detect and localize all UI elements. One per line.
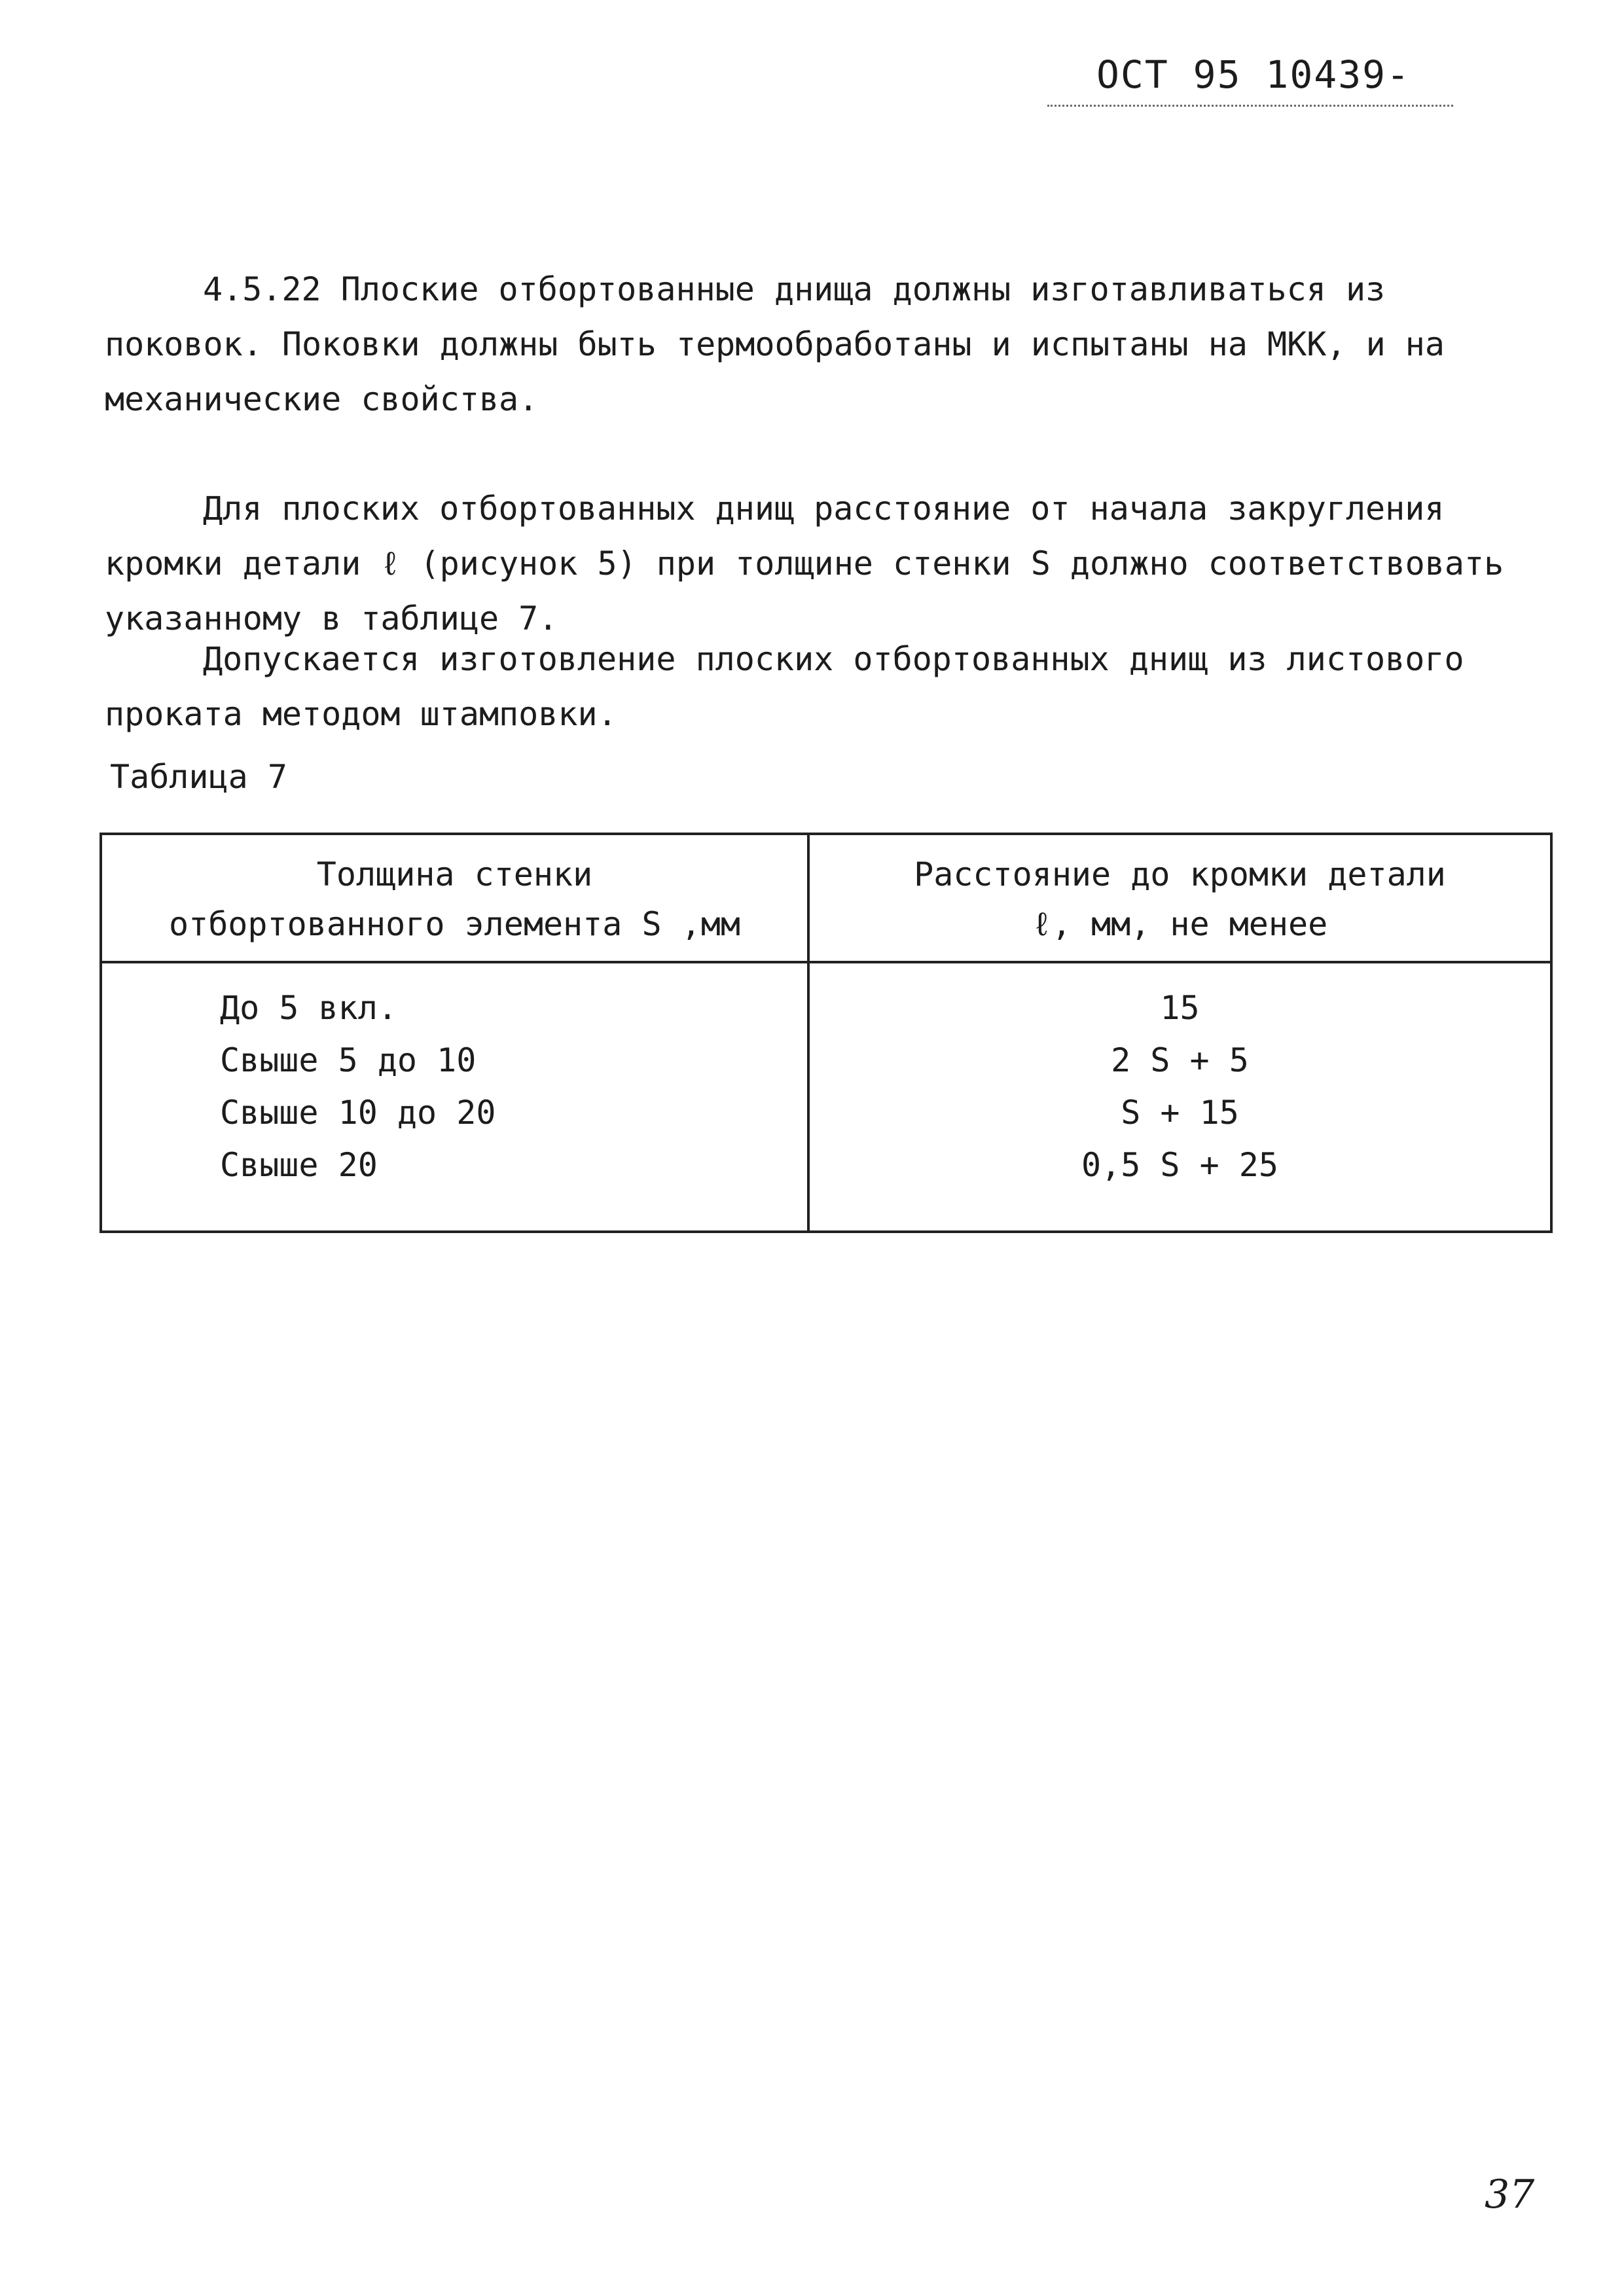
header-line: Расстояние до кромки детали <box>914 855 1446 893</box>
header-divider <box>102 961 1550 963</box>
table-cell: Свыше 5 до 10 <box>220 1041 477 1079</box>
table-cell: 15 <box>1160 989 1200 1027</box>
paragraph-text: 4.5.22 Плоские отбортованные днища должны изготавливаться из поковок. Поковки должны быть термообработаны и испытаны на МКК, и на механические свойства. <box>105 270 1445 418</box>
table-caption: Таблица 7 <box>110 758 287 796</box>
header-line: Толщина стенки <box>316 855 593 893</box>
thickness-column <box>220 982 796 1191</box>
column-header-wall-thickness <box>102 850 807 949</box>
paragraph-distance-requirement <box>105 481 1532 646</box>
paragraph-text: Допускается изготовление плоских отбортованных днищ из листового проката методом штамповки. <box>105 640 1464 733</box>
table-cell: 0,5 S + 25 <box>1081 1146 1279 1184</box>
table-cell: 2 S + 5 <box>1111 1041 1249 1079</box>
table-7 <box>99 833 1553 1233</box>
header-line: отбортованного элемента S ,мм <box>169 905 740 943</box>
table-cell: Свыше 10 до 20 <box>220 1094 496 1132</box>
table-cell: S + 15 <box>1121 1094 1239 1132</box>
header-underline <box>1047 105 1453 107</box>
table-cell: Свыше 20 <box>220 1146 378 1184</box>
distance-column <box>810 982 1550 1191</box>
column-header-edge-distance <box>810 850 1550 949</box>
table-cell: До 5 вкл. <box>220 989 397 1027</box>
paragraph-4-5-22 <box>105 262 1532 427</box>
paragraph-stamping-allowed <box>105 632 1532 742</box>
header-line: ℓ, мм, не менее <box>1032 905 1328 943</box>
paragraph-text: Для плоских отбортованных днищ расстояние от начала закругления кромки детали ℓ (рисунок 5) при толщине стенки S должно соответствовать указанному в таблице 7. <box>105 490 1504 637</box>
page-number: 37 <box>1485 2172 1535 2217</box>
document-code: ОСТ 95 10439- <box>1096 52 1411 97</box>
